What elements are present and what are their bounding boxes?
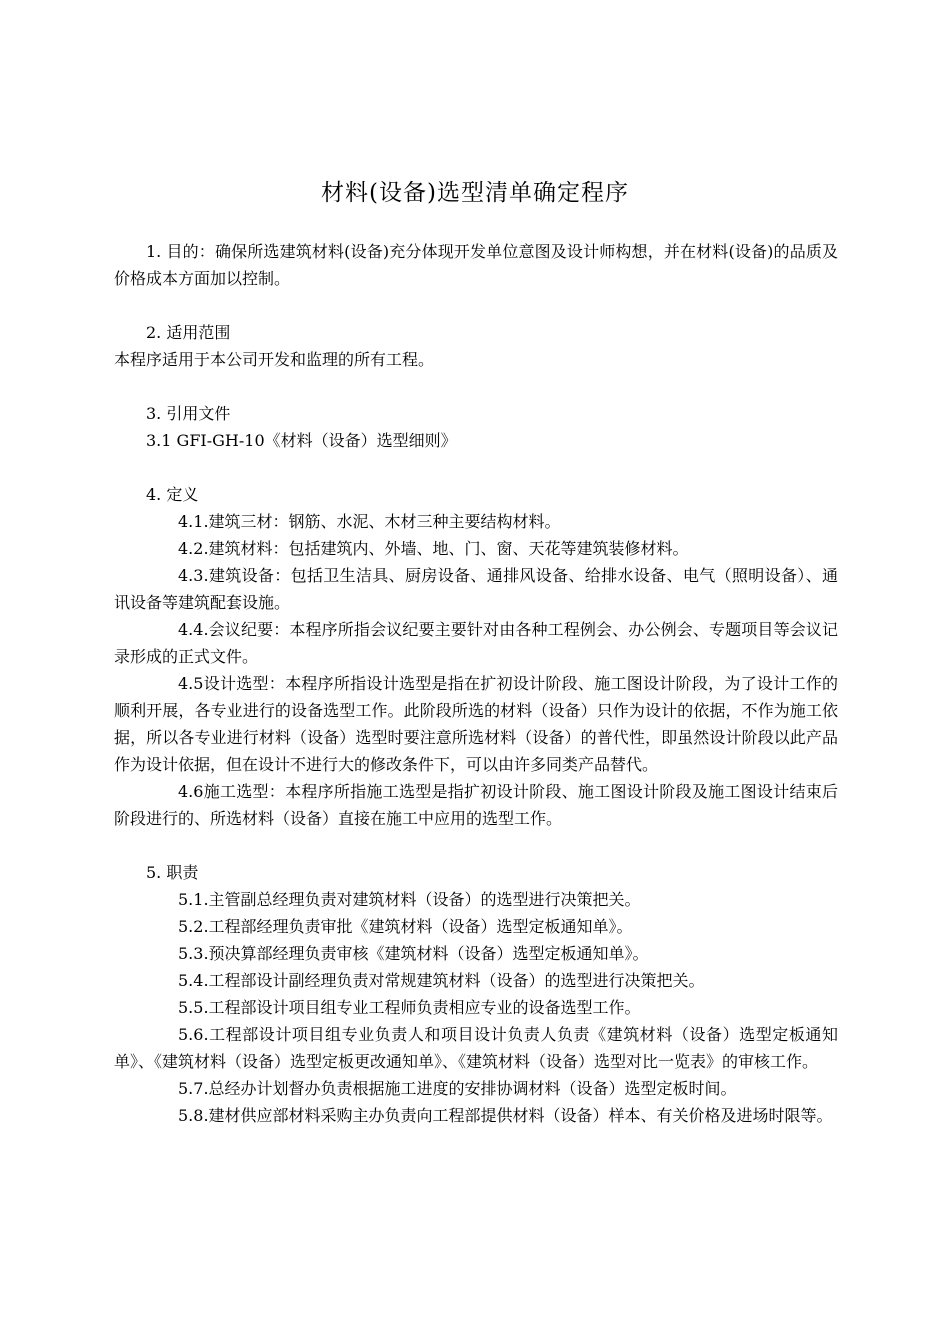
responsibility-item — [114, 967, 838, 994]
definition-item — [114, 535, 838, 562]
item-text: 建材供应部材料采购主办负责向工程部提供材料（设备）样本、有关价格及进场时限等。 — [208, 1106, 833, 1125]
item-number: 5.3. — [178, 944, 209, 963]
definition-item — [114, 562, 838, 616]
item-text: 总经办计划督办负责根据施工进度的安排协调材料（设备）选型定板时间。 — [208, 1079, 737, 1098]
definitions-heading: 4. 定义 — [146, 485, 199, 504]
item-number: 5.4. — [178, 971, 209, 990]
item-number: 4.1. — [178, 512, 209, 531]
item-text: 工程部设计项目组专业负责人和项目设计负责人负责《建筑材料（设备）选型定板通知单》、《建筑材料（设备）选型定板更改通知单》、《建筑材料（设备）选型对比一览表》的审核工作。 — [114, 1025, 838, 1071]
item-text: 设计选型：本程序所指设计选型是指在扩初设计阶段、施工图设计阶段，为了设计工作的顺利开展，各专业进行的设备选型工作。此阶段所选的材料（设备）只作为设计的依据，不作为施工依据，所以各专业进行材料（设备）选型时要注意所选材料（设备）的普代性，即虽然设计阶段以此产品作为设计依据，但在设计不进行大的修改条件下，可以由许多同类产品替代。 — [114, 674, 838, 774]
item-number: 4.5 — [178, 674, 204, 693]
item-number: 5.2. — [178, 917, 209, 936]
definition-item — [114, 616, 838, 670]
responsibility-item — [114, 1021, 838, 1075]
responsibility-item — [114, 886, 838, 913]
item-number: 4.4. — [178, 620, 209, 639]
definition-item — [114, 778, 838, 832]
item-number: 5.1. — [178, 890, 209, 909]
item-number: 5.6. — [178, 1025, 209, 1044]
item-text: 会议纪要：本程序所指会议纪要主要针对由各种工程例会、办公例会、专题项目等会议记录形成的正式文件。 — [114, 620, 838, 666]
definition-item — [114, 508, 838, 535]
item-text: 工程部设计副经理负责对常规建筑材料（设备）的选型进行决策把关。 — [208, 971, 705, 990]
item-number: 4.2. — [178, 539, 209, 558]
item-text: 主管副总经理负责对建筑材料（设备）的选型进行决策把关。 — [208, 890, 641, 909]
scope-heading: 2. 适用范围 — [146, 323, 231, 342]
responsibilities-heading: 5. 职责 — [146, 863, 199, 882]
reference-item: 3.1 GFI-GH-10《材料（设备）选型细则》 — [146, 431, 457, 450]
item-number: 4.3. — [178, 566, 209, 585]
scope-text: 本程序适用于本公司开发和监理的所有工程。 — [114, 350, 435, 369]
item-text: 建筑设备：包括卫生洁具、厨房设备、通排风设备、给排水设备、电气（照明设备）、通讯设备等建筑配套设施。 — [114, 566, 838, 612]
document-body — [114, 238, 838, 1129]
responsibility-item — [114, 913, 838, 940]
item-number: 5.8. — [178, 1106, 209, 1125]
definition-item — [114, 670, 838, 778]
item-text: 建筑材料：包括建筑内、外墙、地、门、窗、天花等建筑装修材料。 — [208, 539, 689, 558]
item-number: 4.6 — [178, 782, 204, 801]
item-text: 预决算部经理负责审核《建筑材料（设备）选型定板通知单》。 — [208, 944, 649, 963]
responsibility-item — [114, 940, 838, 967]
item-text: 建筑三材：钢筋、水泥、木材三种主要结构材料。 — [208, 512, 561, 531]
responsibility-item — [114, 1102, 838, 1129]
references-heading: 3. 引用文件 — [146, 404, 231, 423]
purpose-paragraph: 1. 目的：确保所选建筑材料(设备)充分体现开发单位意图及设计师构想，并在材料(设备)的品质及价格成本方面加以控制。 — [114, 242, 838, 288]
document-title: 材料(设备)选型清单确定程序 — [321, 180, 629, 206]
item-text: 工程部设计项目组专业工程师负责相应专业的设备选型工作。 — [208, 998, 641, 1017]
responsibility-item — [114, 994, 838, 1021]
item-number: 5.5. — [178, 998, 209, 1017]
item-number: 5.7. — [178, 1079, 209, 1098]
responsibility-item — [114, 1075, 838, 1102]
item-text: 工程部经理负责审批《建筑材料（设备）选型定板通知单》。 — [208, 917, 633, 936]
item-text: 施工选型：本程序所指施工选型是指扩初设计阶段、施工图设计阶段及施工图设计结束后阶段进行的、所选材料（设备）直接在施工中应用的选型工作。 — [114, 782, 838, 828]
